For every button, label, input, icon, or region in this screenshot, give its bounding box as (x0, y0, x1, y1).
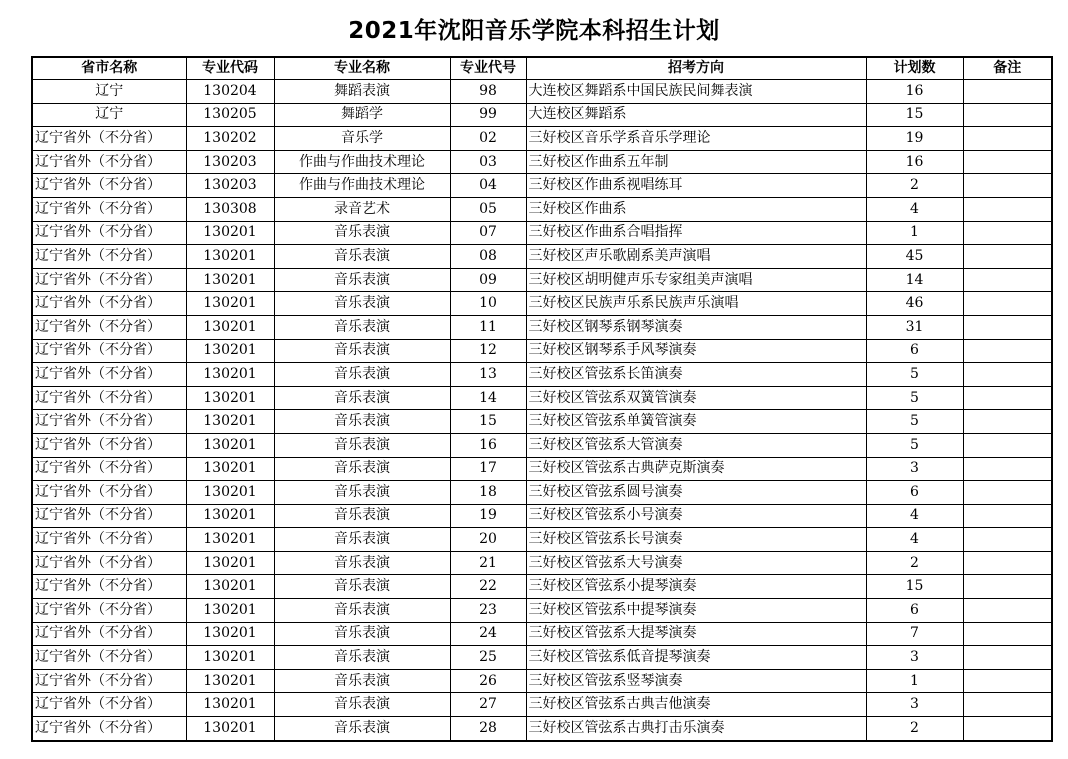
plan-count-cell: 31 (866, 315, 963, 339)
major-name-cell: 音乐表演 (274, 599, 450, 623)
remarks-cell (963, 575, 1052, 599)
province-cell: 辽宁省外（不分省） (32, 599, 186, 623)
major-code-cell: 130201 (186, 457, 274, 481)
major-number-cell: 98 (450, 80, 526, 104)
major-number-cell: 14 (450, 386, 526, 410)
remarks-cell (963, 433, 1052, 457)
major-number-cell: 02 (450, 127, 526, 151)
table-row (32, 80, 1052, 104)
major-code-cell: 130201 (186, 386, 274, 410)
province-cell: 辽宁省外（不分省） (32, 551, 186, 575)
major-name-cell: 音乐表演 (274, 693, 450, 717)
header-direction: 招考方向 (526, 57, 866, 80)
province-cell: 辽宁 (32, 103, 186, 127)
major-number-cell: 27 (450, 693, 526, 717)
province-cell: 辽宁省外（不分省） (32, 433, 186, 457)
major-name-cell: 音乐表演 (274, 221, 450, 245)
major-code-cell: 130201 (186, 339, 274, 363)
major-name-cell: 舞蹈学 (274, 103, 450, 127)
plan-count-cell: 3 (866, 457, 963, 481)
plan-count-cell: 5 (866, 386, 963, 410)
plan-count-cell: 1 (866, 221, 963, 245)
major-code-cell: 130204 (186, 80, 274, 104)
table-row (32, 575, 1052, 599)
table-row (32, 528, 1052, 552)
plan-count-cell: 6 (866, 481, 963, 505)
direction-cell: 三好校区管弦系小号演奏 (526, 504, 866, 528)
major-name-cell: 作曲与作曲技术理论 (274, 174, 450, 198)
table-row (32, 551, 1052, 575)
province-cell: 辽宁省外（不分省） (32, 363, 186, 387)
major-code-cell: 130201 (186, 268, 274, 292)
remarks-cell (963, 717, 1052, 741)
remarks-cell (963, 599, 1052, 623)
plan-count-cell: 15 (866, 575, 963, 599)
province-cell: 辽宁省外（不分省） (32, 481, 186, 505)
remarks-cell (963, 622, 1052, 646)
direction-cell: 三好校区管弦系双簧管演奏 (526, 386, 866, 410)
plan-count-cell: 16 (866, 80, 963, 104)
plan-count-cell: 15 (866, 103, 963, 127)
plan-count-cell: 1 (866, 669, 963, 693)
direction-cell: 三好校区管弦系单簧管演奏 (526, 410, 866, 434)
major-name-cell: 音乐表演 (274, 315, 450, 339)
major-code-cell: 130201 (186, 599, 274, 623)
province-cell: 辽宁省外（不分省） (32, 339, 186, 363)
header-plan-count: 计划数 (866, 57, 963, 80)
table-row (32, 103, 1052, 127)
major-number-cell: 21 (450, 551, 526, 575)
direction-cell: 三好校区管弦系古典打击乐演奏 (526, 717, 866, 741)
province-cell: 辽宁省外（不分省） (32, 174, 186, 198)
plan-count-cell: 19 (866, 127, 963, 151)
direction-cell: 三好校区作曲系视唱练耳 (526, 174, 866, 198)
province-cell: 辽宁省外（不分省） (32, 622, 186, 646)
table-row (32, 174, 1052, 198)
plan-count-cell: 6 (866, 339, 963, 363)
header-remarks: 备注 (963, 57, 1052, 80)
remarks-cell (963, 504, 1052, 528)
major-name-cell: 音乐表演 (274, 504, 450, 528)
direction-cell: 三好校区民族声乐系民族声乐演唱 (526, 292, 866, 316)
plan-count-cell: 3 (866, 693, 963, 717)
plan-count-cell: 2 (866, 174, 963, 198)
major-code-cell: 130201 (186, 221, 274, 245)
table-row (32, 457, 1052, 481)
major-number-cell: 03 (450, 150, 526, 174)
province-cell: 辽宁省外（不分省） (32, 315, 186, 339)
table-row (32, 481, 1052, 505)
table-row (32, 292, 1052, 316)
major-name-cell: 音乐表演 (274, 669, 450, 693)
plan-count-cell: 6 (866, 599, 963, 623)
header-major-number: 专业代号 (450, 57, 526, 80)
table-row (32, 197, 1052, 221)
major-number-cell: 11 (450, 315, 526, 339)
table-row (32, 622, 1052, 646)
major-number-cell: 13 (450, 363, 526, 387)
major-name-cell: 音乐表演 (274, 268, 450, 292)
major-number-cell: 22 (450, 575, 526, 599)
table-row (32, 693, 1052, 717)
province-cell: 辽宁省外（不分省） (32, 669, 186, 693)
major-name-cell: 音乐表演 (274, 457, 450, 481)
major-code-cell: 130201 (186, 504, 274, 528)
direction-cell: 三好校区管弦系长笛演奏 (526, 363, 866, 387)
major-code-cell: 130203 (186, 174, 274, 198)
major-code-cell: 130201 (186, 575, 274, 599)
direction-cell: 三好校区管弦系竖琴演奏 (526, 669, 866, 693)
direction-cell: 大连校区舞蹈系中国民族民间舞表演 (526, 80, 866, 104)
major-code-cell: 130201 (186, 717, 274, 741)
table-row (32, 646, 1052, 670)
major-code-cell: 130201 (186, 528, 274, 552)
major-number-cell: 16 (450, 433, 526, 457)
remarks-cell (963, 197, 1052, 221)
major-name-cell: 音乐表演 (274, 292, 450, 316)
major-code-cell: 130201 (186, 245, 274, 269)
province-cell: 辽宁省外（不分省） (32, 717, 186, 741)
remarks-cell (963, 315, 1052, 339)
major-number-cell: 12 (450, 339, 526, 363)
remarks-cell (963, 363, 1052, 387)
direction-cell: 三好校区胡明健声乐专家组美声演唱 (526, 268, 866, 292)
province-cell: 辽宁省外（不分省） (32, 245, 186, 269)
remarks-cell (963, 245, 1052, 269)
plan-count-cell: 3 (866, 646, 963, 670)
major-name-cell: 舞蹈表演 (274, 80, 450, 104)
remarks-cell (963, 292, 1052, 316)
major-name-cell: 音乐表演 (274, 717, 450, 741)
major-code-cell: 130201 (186, 433, 274, 457)
major-name-cell: 音乐表演 (274, 363, 450, 387)
table-header-row (32, 57, 1052, 80)
direction-cell: 三好校区管弦系长号演奏 (526, 528, 866, 552)
table-row (32, 363, 1052, 387)
direction-cell: 三好校区管弦系低音提琴演奏 (526, 646, 866, 670)
remarks-cell (963, 386, 1052, 410)
direction-cell: 三好校区作曲系合唱指挥 (526, 221, 866, 245)
header-major-code: 专业代码 (186, 57, 274, 80)
remarks-cell (963, 481, 1052, 505)
remarks-cell (963, 80, 1052, 104)
plan-count-cell: 5 (866, 433, 963, 457)
major-name-cell: 音乐表演 (274, 575, 450, 599)
document-title: 2021年沈阳音乐学院本科招生计划 (348, 18, 720, 44)
major-number-cell: 05 (450, 197, 526, 221)
remarks-cell (963, 646, 1052, 670)
direction-cell: 三好校区管弦系中提琴演奏 (526, 599, 866, 623)
direction-cell: 三好校区钢琴系钢琴演奏 (526, 315, 866, 339)
remarks-cell (963, 551, 1052, 575)
remarks-cell (963, 693, 1052, 717)
plan-count-cell: 2 (866, 551, 963, 575)
major-number-cell: 15 (450, 410, 526, 434)
remarks-cell (963, 103, 1052, 127)
province-cell: 辽宁省外（不分省） (32, 504, 186, 528)
plan-count-cell: 2 (866, 717, 963, 741)
remarks-cell (963, 127, 1052, 151)
major-name-cell: 音乐表演 (274, 528, 450, 552)
major-number-cell: 99 (450, 103, 526, 127)
province-cell: 辽宁省外（不分省） (32, 693, 186, 717)
province-cell: 辽宁省外（不分省） (32, 575, 186, 599)
major-name-cell: 音乐表演 (274, 386, 450, 410)
direction-cell: 三好校区管弦系大管演奏 (526, 433, 866, 457)
major-name-cell: 音乐表演 (274, 622, 450, 646)
table-row (32, 127, 1052, 151)
province-cell: 辽宁省外（不分省） (32, 268, 186, 292)
major-number-cell: 17 (450, 457, 526, 481)
major-code-cell: 130201 (186, 481, 274, 505)
remarks-cell (963, 174, 1052, 198)
remarks-cell (963, 457, 1052, 481)
major-code-cell: 130201 (186, 622, 274, 646)
major-name-cell: 音乐表演 (274, 410, 450, 434)
major-code-cell: 130201 (186, 693, 274, 717)
province-cell: 辽宁省外（不分省） (32, 386, 186, 410)
table-row (32, 599, 1052, 623)
major-name-cell: 音乐表演 (274, 339, 450, 363)
remarks-cell (963, 221, 1052, 245)
major-name-cell: 录音艺术 (274, 197, 450, 221)
major-code-cell: 130201 (186, 410, 274, 434)
major-number-cell: 07 (450, 221, 526, 245)
plan-count-cell: 45 (866, 245, 963, 269)
direction-cell: 三好校区管弦系古典吉他演奏 (526, 693, 866, 717)
province-cell: 辽宁 (32, 80, 186, 104)
table-row (32, 410, 1052, 434)
direction-cell: 三好校区声乐歌剧系美声演唱 (526, 245, 866, 269)
province-cell: 辽宁省外（不分省） (32, 197, 186, 221)
plan-count-cell: 4 (866, 528, 963, 552)
major-number-cell: 10 (450, 292, 526, 316)
plan-count-cell: 16 (866, 150, 963, 174)
table-row (32, 339, 1052, 363)
plan-count-cell: 46 (866, 292, 963, 316)
direction-cell: 三好校区管弦系大号演奏 (526, 551, 866, 575)
major-number-cell: 20 (450, 528, 526, 552)
major-number-cell: 28 (450, 717, 526, 741)
major-number-cell: 19 (450, 504, 526, 528)
province-cell: 辽宁省外（不分省） (32, 457, 186, 481)
plan-count-cell: 14 (866, 268, 963, 292)
table-row (32, 433, 1052, 457)
province-cell: 辽宁省外（不分省） (32, 292, 186, 316)
remarks-cell (963, 339, 1052, 363)
enrollment-plan-table (31, 56, 1053, 742)
major-code-cell: 130201 (186, 669, 274, 693)
header-major-name: 专业名称 (274, 57, 450, 80)
remarks-cell (963, 528, 1052, 552)
table-row (32, 245, 1052, 269)
major-name-cell: 音乐学 (274, 127, 450, 151)
major-name-cell: 作曲与作曲技术理论 (274, 150, 450, 174)
major-name-cell: 音乐表演 (274, 481, 450, 505)
major-number-cell: 08 (450, 245, 526, 269)
remarks-cell (963, 669, 1052, 693)
province-cell: 辽宁省外（不分省） (32, 646, 186, 670)
table-body (32, 80, 1052, 741)
major-name-cell: 音乐表演 (274, 245, 450, 269)
major-code-cell: 130201 (186, 551, 274, 575)
remarks-cell (963, 410, 1052, 434)
direction-cell: 三好校区管弦系小提琴演奏 (526, 575, 866, 599)
major-number-cell: 23 (450, 599, 526, 623)
direction-cell: 三好校区作曲系五年制 (526, 150, 866, 174)
plan-count-cell: 5 (866, 363, 963, 387)
major-code-cell: 130205 (186, 103, 274, 127)
major-number-cell: 26 (450, 669, 526, 693)
table-row (32, 150, 1052, 174)
direction-cell: 三好校区音乐学系音乐学理论 (526, 127, 866, 151)
province-cell: 辽宁省外（不分省） (32, 127, 186, 151)
major-code-cell: 130201 (186, 315, 274, 339)
direction-cell: 三好校区钢琴系手风琴演奏 (526, 339, 866, 363)
plan-count-cell: 5 (866, 410, 963, 434)
plan-count-cell: 4 (866, 504, 963, 528)
plan-count-cell: 7 (866, 622, 963, 646)
direction-cell: 三好校区管弦系圆号演奏 (526, 481, 866, 505)
major-name-cell: 音乐表演 (274, 646, 450, 670)
province-cell: 辽宁省外（不分省） (32, 410, 186, 434)
major-name-cell: 音乐表演 (274, 433, 450, 457)
plan-count-cell: 4 (866, 197, 963, 221)
major-code-cell: 130201 (186, 363, 274, 387)
major-number-cell: 18 (450, 481, 526, 505)
remarks-cell (963, 268, 1052, 292)
major-code-cell: 130201 (186, 292, 274, 316)
direction-cell: 三好校区管弦系大提琴演奏 (526, 622, 866, 646)
remarks-cell (963, 150, 1052, 174)
major-number-cell: 24 (450, 622, 526, 646)
header-province: 省市名称 (32, 57, 186, 80)
province-cell: 辽宁省外（不分省） (32, 150, 186, 174)
province-cell: 辽宁省外（不分省） (32, 221, 186, 245)
major-number-cell: 04 (450, 174, 526, 198)
table-row (32, 386, 1052, 410)
table-row (32, 315, 1052, 339)
province-cell: 辽宁省外（不分省） (32, 528, 186, 552)
major-number-cell: 09 (450, 268, 526, 292)
table-row (32, 669, 1052, 693)
major-code-cell: 130203 (186, 150, 274, 174)
direction-cell: 三好校区管弦系古典萨克斯演奏 (526, 457, 866, 481)
direction-cell: 三好校区作曲系 (526, 197, 866, 221)
major-code-cell: 130308 (186, 197, 274, 221)
major-code-cell: 130201 (186, 646, 274, 670)
table-row (32, 221, 1052, 245)
major-number-cell: 25 (450, 646, 526, 670)
major-code-cell: 130202 (186, 127, 274, 151)
table-row (32, 717, 1052, 741)
major-name-cell: 音乐表演 (274, 551, 450, 575)
table-row (32, 504, 1052, 528)
table-row (32, 268, 1052, 292)
direction-cell: 大连校区舞蹈系 (526, 103, 866, 127)
